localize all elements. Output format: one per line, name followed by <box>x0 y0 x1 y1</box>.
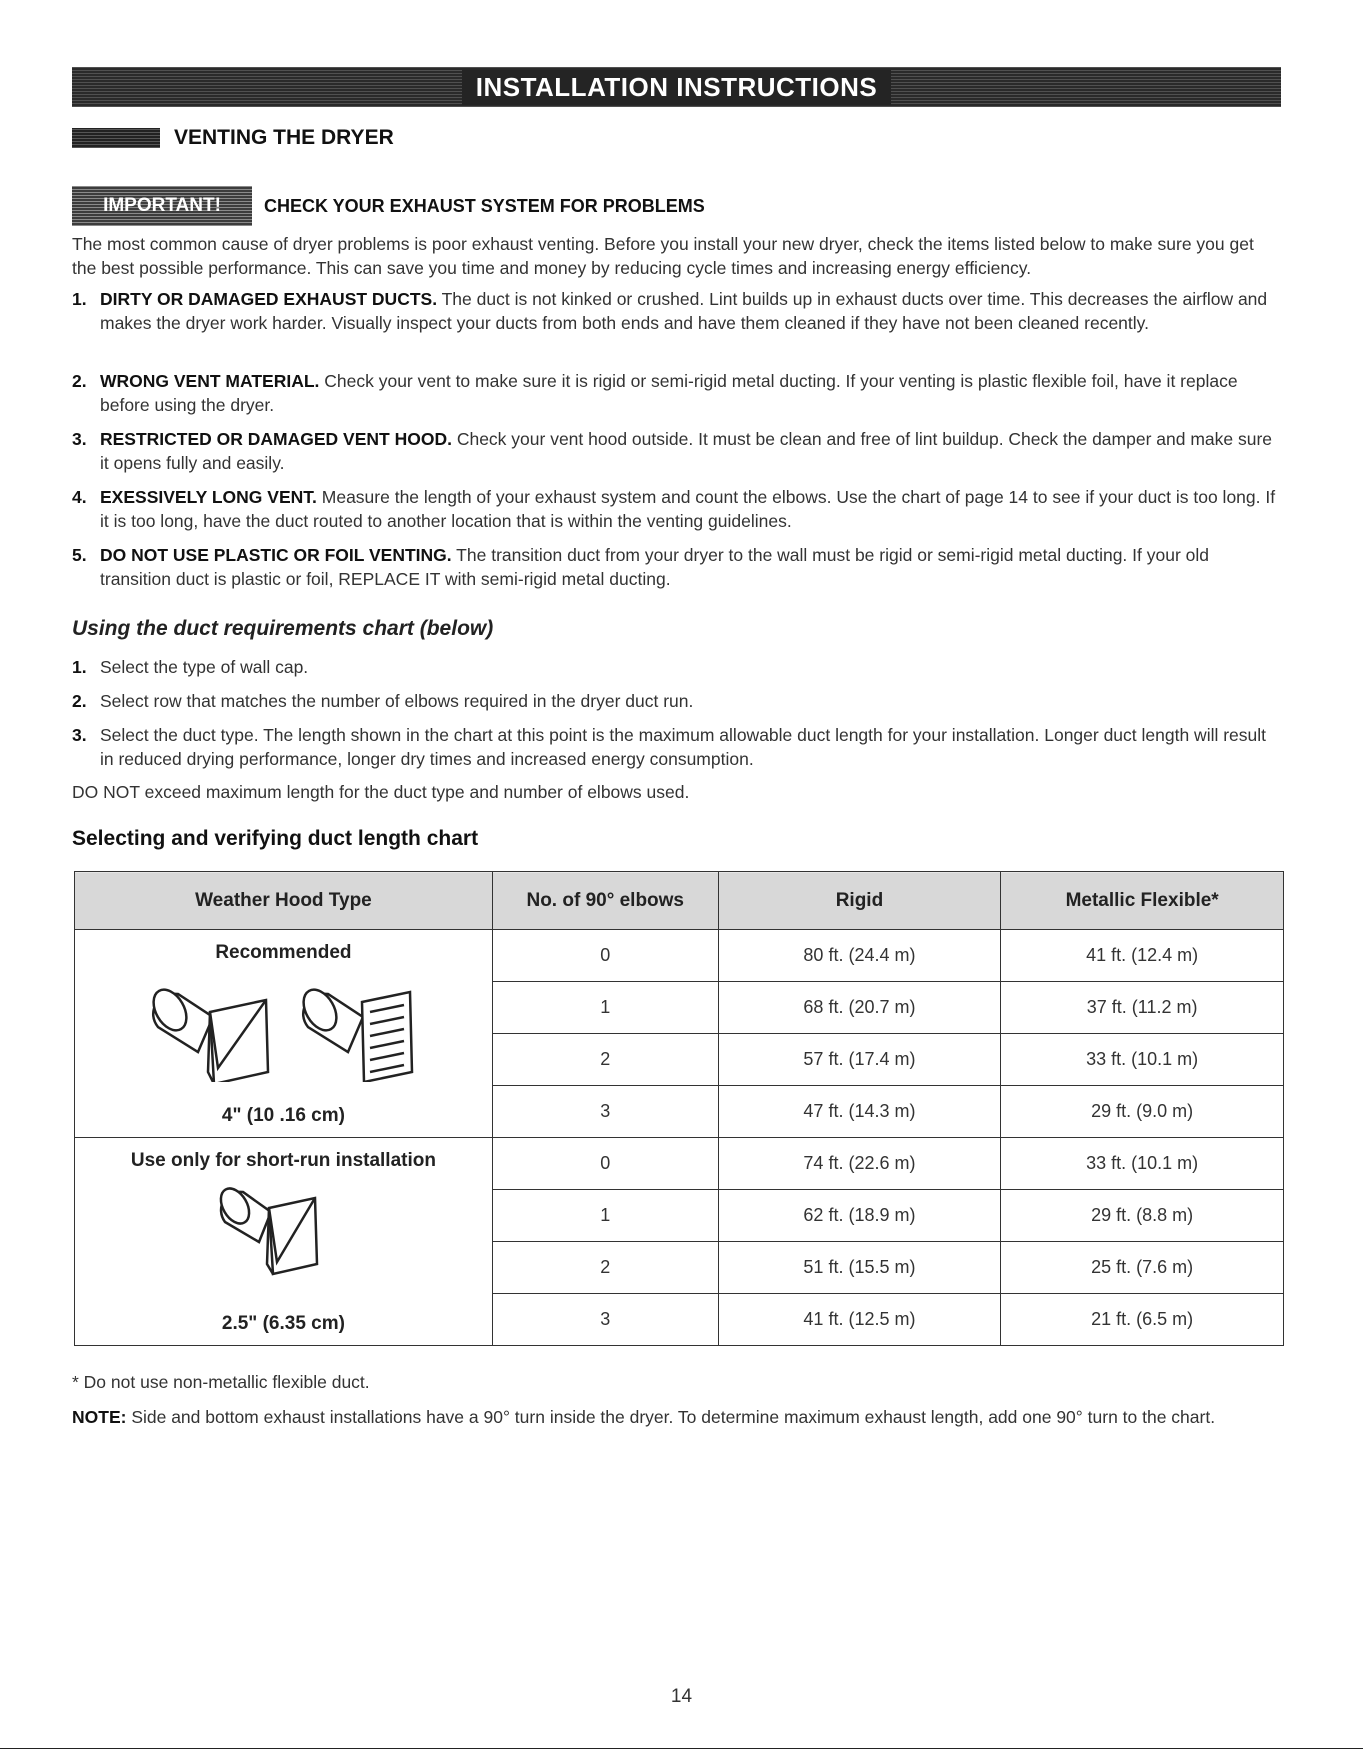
using-chart-title: Using the duct requirements chart (below) <box>72 617 494 640</box>
important-heading: CHECK YOUR EXHAUST SYSTEM FOR PROBLEMS <box>264 195 705 216</box>
check-title: EXESSIVELY LONG VENT. <box>100 487 317 507</box>
elbows-cell: 2 <box>492 1242 718 1294</box>
check-number: 5. <box>72 545 87 565</box>
flex-cell: 41 ft. (12.4 m) <box>1001 930 1284 982</box>
check-item <box>72 427 1282 475</box>
do-not-exceed-text: DO NOT exceed maximum length for the duct type and number of elbows used. <box>72 782 690 802</box>
rigid-cell: 74 ft. (22.6 m) <box>718 1138 1001 1190</box>
check-item <box>72 287 1282 335</box>
check-text: The transition duct from your dryer to the wall must be rigid or semi-rigid metal ducting. If your old transition duct is plastic or foil, REPLACE IT with semi-rigid metal ducting. <box>100 545 1209 589</box>
section-heading <box>72 126 394 150</box>
hood-label: Use only for short-run installation <box>130 1150 436 1171</box>
check-title: RESTRICTED OR DAMAGED VENT HOOD. <box>100 429 452 449</box>
page-number: 14 <box>670 1686 693 1707</box>
banner <box>72 67 1281 107</box>
step-number: 3. <box>72 725 87 745</box>
header-metallic-flexible: Metallic Flexible* <box>1001 872 1284 930</box>
elbows-cell: 2 <box>492 1034 718 1086</box>
rigid-cell: 41 ft. (12.5 m) <box>718 1294 1001 1346</box>
note <box>72 1405 1282 1429</box>
note-text: Side and bottom exhaust installations have a 90° turn inside the dryer. To determine maximum exhaust length, add one 90° turn to the chart. <box>126 1407 1216 1427</box>
step-item <box>72 655 1282 679</box>
table-row <box>75 930 1284 982</box>
step-text: Select row that matches the number of elbows required in the dryer duct run. <box>100 691 694 711</box>
flex-cell: 21 ft. (6.5 m) <box>1001 1294 1284 1346</box>
header-elbows: No. of 90° elbows <box>492 872 718 930</box>
rigid-cell: 47 ft. (14.3 m) <box>718 1086 1001 1138</box>
section-title: VENTING THE DRYER <box>174 126 394 149</box>
step-number: 1. <box>72 657 87 677</box>
step-item <box>72 689 1282 713</box>
check-title: DIRTY OR DAMAGED EXHAUST DUCTS. <box>100 289 438 309</box>
step-text: Select the type of wall cap. <box>100 657 309 677</box>
banner-title: INSTALLATION INSTRUCTIONS <box>462 70 892 105</box>
hood-label: Recommended <box>215 942 352 963</box>
elbows-cell: 1 <box>492 1190 718 1242</box>
elbows-cell: 3 <box>492 1294 718 1346</box>
bottom-divider <box>0 1748 1363 1749</box>
important-badge: IMPORTANT! <box>72 186 252 226</box>
hood-size: 4" (10 .16 cm) <box>221 1105 345 1126</box>
flex-cell: 33 ft. (10.1 m) <box>1001 1034 1284 1086</box>
check-item <box>72 543 1282 591</box>
step-text: Select the duct type. The length shown in the chart at this point is the maximum allowable duct length for your installation. Longer duct length will result in reduced drying performance, longer dry times and increased energy consumption. <box>100 725 1267 769</box>
check-number: 3. <box>72 429 87 449</box>
note-label: NOTE: <box>72 1407 127 1427</box>
check-title: WRONG VENT MATERIAL. <box>100 371 320 391</box>
step-number: 2. <box>72 691 87 711</box>
vent-hood-small-illustration <box>203 1180 363 1280</box>
intro-paragraph: The most common cause of dryer problems is poor exhaust venting. Before you install your new dryer, check the items listed below to make sure you get the best possible performance. This can save you time and money by reducing cycle times and increasing energy efficiency. <box>72 234 1254 278</box>
flex-cell: 29 ft. (9.0 m) <box>1001 1086 1284 1138</box>
check-text: Check your vent to make sure it is rigid or semi-rigid metal ducting. If your venting is plastic flexible foil, have it replace before using the dryer. <box>100 371 1238 415</box>
table-row <box>75 1138 1284 1190</box>
header-rigid: Rigid <box>718 872 1001 930</box>
elbows-cell: 0 <box>492 930 718 982</box>
step-item <box>72 723 1282 771</box>
elbows-cell: 3 <box>492 1086 718 1138</box>
check-text: The duct is not kinked or crushed. Lint builds up in exhaust ducts over time. This decreases the airflow and makes the dryer work harder. Visually inspect your ducts from both ends and have them cleaned if they have not been cleaned recently. <box>100 289 1268 333</box>
footnote: * Do not use non-metallic flexible duct. <box>72 1372 370 1392</box>
section-marker <box>72 128 160 148</box>
rigid-cell: 51 ft. (15.5 m) <box>718 1242 1001 1294</box>
elbows-cell: 0 <box>492 1138 718 1190</box>
vent-hoods-illustration <box>118 972 448 1082</box>
header-hood-type: Weather Hood Type <box>75 872 493 930</box>
duct-length-table <box>74 871 1284 1346</box>
check-number: 2. <box>72 371 87 391</box>
check-text: Measure the length of your exhaust system and count the elbows. Use the chart of page 14 to see if your duct is too long. If it is too long, have the duct routed to another location that is within the venting guidelines. <box>100 487 1276 531</box>
important-row <box>72 186 705 226</box>
duct-chart-title: Selecting and verifying duct length chart <box>72 827 479 850</box>
flex-cell: 25 ft. (7.6 m) <box>1001 1242 1284 1294</box>
rigid-cell: 57 ft. (17.4 m) <box>718 1034 1001 1086</box>
elbows-cell: 1 <box>492 982 718 1034</box>
hood-cell-short-run <box>75 1138 493 1346</box>
check-text: Check your vent hood outside. It must be clean and free of lint buildup. Check the damper and make sure it opens fully and easily. <box>100 429 1273 473</box>
table-header-row <box>75 872 1284 930</box>
rigid-cell: 68 ft. (20.7 m) <box>718 982 1001 1034</box>
check-item <box>72 485 1282 533</box>
check-number: 1. <box>72 289 87 309</box>
hood-size: 2.5" (6.35 cm) <box>221 1313 345 1334</box>
rigid-cell: 80 ft. (24.4 m) <box>718 930 1001 982</box>
check-number: 4. <box>72 487 87 507</box>
flex-cell: 33 ft. (10.1 m) <box>1001 1138 1284 1190</box>
hood-cell-recommended <box>75 930 493 1138</box>
check-title: DO NOT USE PLASTIC OR FOIL VENTING. <box>100 545 452 565</box>
flex-cell: 37 ft. (11.2 m) <box>1001 982 1284 1034</box>
check-item <box>72 369 1282 417</box>
rigid-cell: 62 ft. (18.9 m) <box>718 1190 1001 1242</box>
flex-cell: 29 ft. (8.8 m) <box>1001 1190 1284 1242</box>
